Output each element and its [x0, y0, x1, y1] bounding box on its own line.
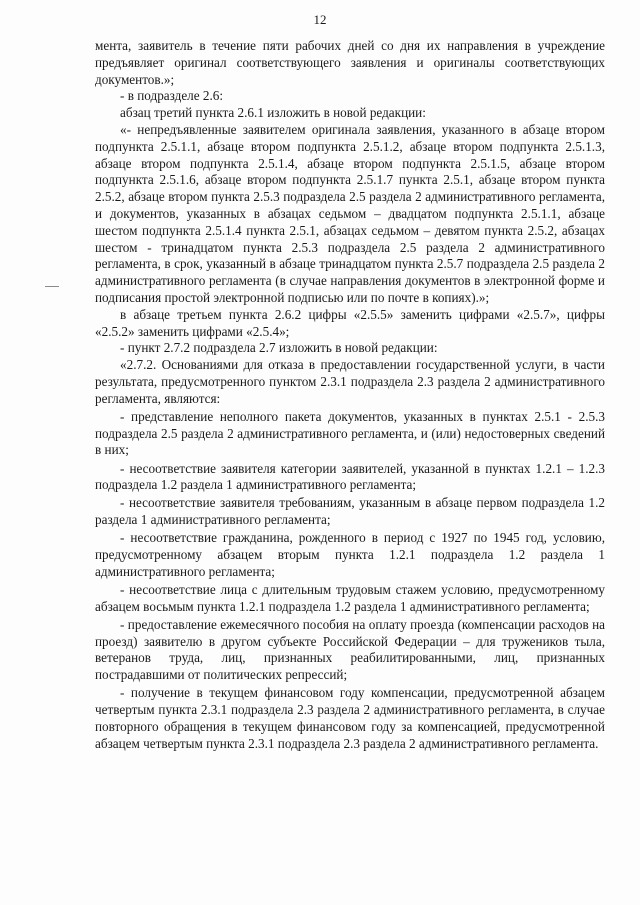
scan-mark — [45, 286, 59, 287]
paragraph-2-6-1-intro: абзац третий пункта 2.6.1 изложить в новой редакции: — [120, 105, 426, 121]
list-item-work-experience: - несоответствие лица с длительным трудовым стажем условию, предусмотренному абзацем восьмым пункта 1.2.1 подраздела 1.2 раздела 1 административного регламента; — [95, 581, 605, 614]
document-body — [95, 38, 605, 753]
paragraph-continuation: мента, заявитель в течение пяти рабочих дней со дня их направления в учреждение предъявляет оригинал соответствующего заявления и оригиналы соответствующих документов.»; — [95, 38, 605, 87]
paragraph-2-7-2-text: «2.7.2. Основаниями для отказа в предоставлении государственной услуги, в части результата, предусмотренного пунктом 2.3.1 подраздела 2.3 раздела 2 административного регламента, являются: — [95, 357, 605, 406]
list-item-incomplete-docs: - представление неполного пакета документов, указанных в пунктах 2.5.1 - 2.5.3 подраздела 2.5 раздела 2 административного регламента, и (или) недостоверных сведений в них; — [95, 408, 605, 458]
list-item-requirements-mismatch: - несоответствие заявителя требованиям, указанным в абзаце первом подраздела 1.2 раздела 1 административного регламента; — [95, 495, 605, 528]
paragraph-2-6-2: в абзаце третьем пункта 2.6.2 цифры «2.5.5» заменить цифрами «2.5.7», цифры «2.5.2» заменить цифрами «2.5.4»; — [95, 306, 605, 339]
list-item-compensation-received: - получение в текущем финансовом году компенсации, предусмотренной абзацем четвертым пункта 2.3.1 подраздела 2.3 раздела 2 административного регламента, в случае повторного обращения в текущем финансовом году за компенсацией, предусмотренной абзацем четвертым пункта 2.3.1 подраздела 2.3 раздела 2 административного регламента. — [95, 685, 605, 751]
paragraph-2-7-2-intro: - пункт 2.7.2 подраздела 2.7 изложить в новой редакции: — [120, 340, 438, 356]
list-item-category-mismatch: - несоответствие заявителя категории заявителей, указанной в пунктах 1.2.1 – 1.2.3 подраздела 1.2 раздела 1 административного регламента; — [95, 460, 605, 493]
page-number: 12 — [313, 12, 327, 27]
paragraph-subsection-2-6: - в подразделе 2.6: — [120, 88, 224, 104]
list-item-birth-period: - несоответствие гражданина, рожденного в период с 1927 по 1945 год, условию, предусмотренному абзацем вторым пункта 1.2.1 подраздела 1.2 раздела 1 административного регламента; — [95, 530, 605, 579]
list-item-other-region-benefit: - предоставление ежемесячного пособия на оплату проезда (компенсации расходов на проезд) заявителю в другом субъекте Российской Федерации – для тружеников тыла, ветеранов труда, лиц, признанных реабилитированными, лиц, признанных пострадавшими от политических репрессий; — [95, 616, 605, 683]
paragraph-2-6-1-text: «- непредъявленные заявителем оригинала заявления, указанного в абзаце втором подпункта 2.5.1.1, абзаце втором подпункта 2.5.1.2, абзаце втором подпункта 2.5.1.3, абзаце втором подпункта 2.5.1.4, абзаце втором подпункта 2.5.1.5, абзаце втором подпункта 2.5.1.6, абзаце втором подпункта 2.5.1.7 пункта 2.5.1, абзаце втором пункта 2.5.2, абзаце втором пункта 2.5.3 подраздела 2.5 раздела 2 административного регламента, и документов, указанных в абзацах седьмом – двадцатом подпункта 2.5.1.1, абзаце шестом подпункта 2.5.1.4 пункта 2.5.1, абзацах седьмом – девятом пункта 2.5.2, абзацах шестом - тринадцатом пункта 2.5.3 подраздела 2.5 раздела 2 административного регламента, в срок, указанный в абзаце тринадцатом пункта 2.5.7 подраздела 2.5 раздела 2 административного регламента (в случае направления документов в электронной форме и подписания простой электронной подписью или по почте в копиях).»; — [95, 121, 605, 305]
